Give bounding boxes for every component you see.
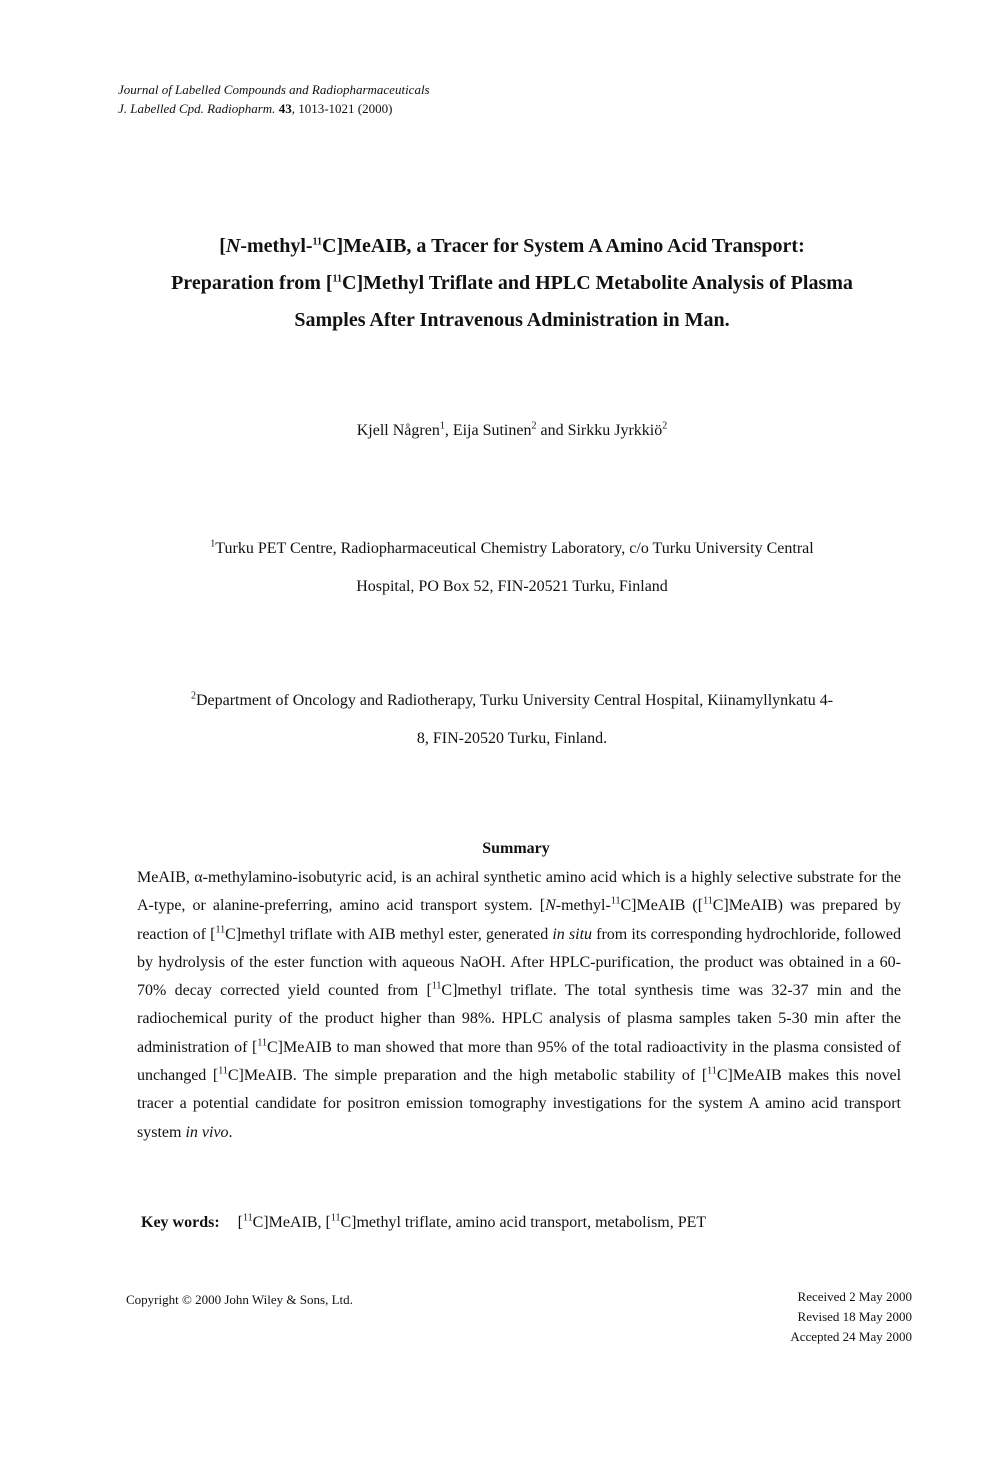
keywords: Key words: [$^{11}$C]MeAIB, [$^{11}$C]methyl triflate, amino acid transport, metabolism, PET [141, 1212, 707, 1231]
summary-text: MeAIB, α-methylamino-isobutyric acid, is an achiral synthetic amino acid which is a highly selective substrate for the A-type, or alanine-preferring, amino acid transport system. [N-methyl-$^{11}$C]MeAIB ([$^{11}$C]MeAIB) was prepared by reaction of [$^{11}$C]methyl triflate with AIB methyl ester, generated in situ from its corresponding hydrochloride, followed by hydrolysis of the ester function with aqueous NaOH. After HPLC-purification, the product was obtained in a 60-70% decay corrected yield counted from [$^{11}$C]methyl triflate. The total synthesis time was 32-37 min and the radiochemical purity of the product higher than 98%. HPLC analysis of plasma samples taken 5-30 min after the administration of [$^{11}$C]MeAIB to man showed that more than 95% of the total radioactivity in the plasma consisted of unchanged [$^{11}$C]MeAIB. The simple preparation and the high metabolic stability of [$^{11}$C]MeAIB makes this novel tracer a potential candidate for positron emission tomography investigations for the system A amino acid transport system in vivo. [137, 869, 902, 1141]
pages-year: , 1013-1021 (2000) [291, 101, 393, 116]
title-line-3: Samples After Intravenous Administration in Man. [294, 309, 730, 331]
affiliation-2: $^2$Department of Oncology and Radiotherapy, Turku University Central Hospital, Kiinamyllynkatu 4- 8, FIN-20520 Turku, Finland. [190, 690, 834, 747]
paper-title [90, 228, 934, 339]
copyright: Copyright © 2000 John Wiley & Sons, Ltd. [126, 1292, 353, 1307]
citation-abbrev: J. Labelled Cpd. Radiopharm. [118, 101, 276, 116]
author-list: Kjell Någren$^1$, Eija Sutinen$^2$ and Sirkku Jyrkkiö$^2$ [356, 420, 668, 439]
title-line-2: Preparation from [$^{11}$C]Methyl Triflate and HPLC Metabolite Analysis of Plasma [171, 272, 853, 294]
received-date: Received 2 May 2000 [797, 1289, 912, 1304]
accepted-date: Accepted 24 May 2000 [790, 1329, 912, 1344]
summary-heading: Summary [482, 840, 550, 857]
keywords-label: Key words: [141, 1214, 220, 1231]
revised-date: Revised 18 May 2000 [797, 1309, 912, 1324]
submission-dates [790, 1287, 912, 1347]
volume: 43 [278, 101, 292, 116]
journal-citation [118, 99, 430, 118]
journal-header [118, 80, 430, 118]
affiliation-1: $^1$Turku PET Centre, Radiopharmaceutical Chemistry Laboratory, c/o Turku University Central Hospital, PO Box 52, FIN-20521 Turku, Finland [210, 538, 814, 595]
journal-name: Journal of Labelled Compounds and Radiopharmaceuticals [118, 82, 430, 97]
title-line-1: [N-methyl-$^{11}$C]MeAIB, a Tracer for System A Amino Acid Transport: [219, 235, 805, 257]
